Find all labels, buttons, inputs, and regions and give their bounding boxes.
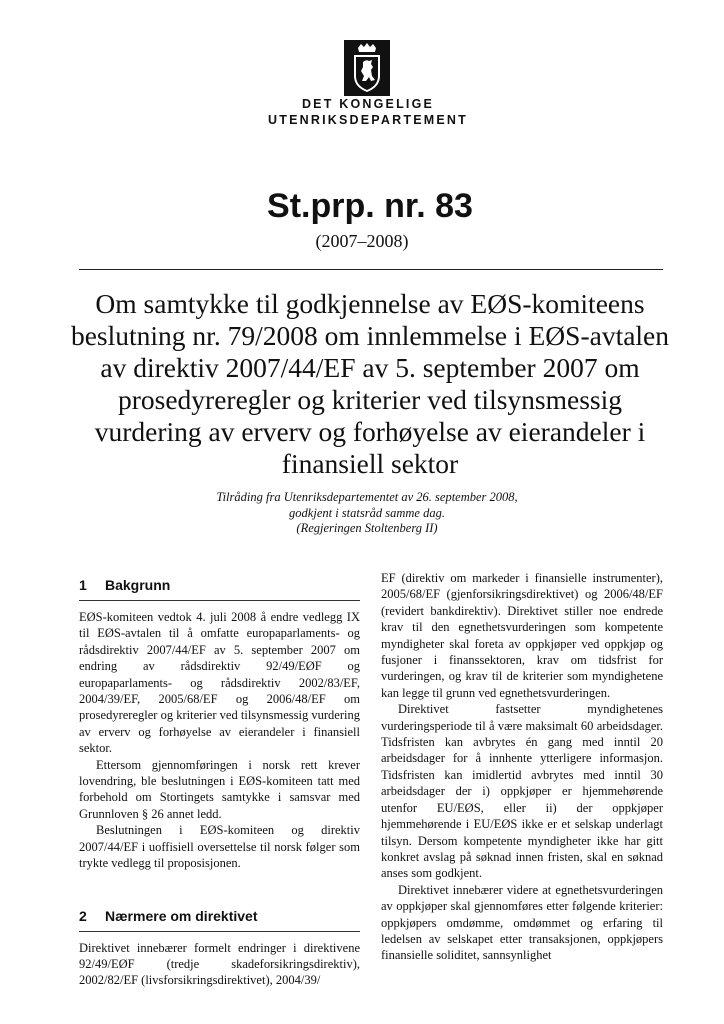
paragraph: Beslutningen i EØS-komiteen og direktiv 2007/44/EF i uoffisiell oversettelse til norsk følger som trykte vedlegg til proposisjonen.	[79, 823, 360, 871]
coat-of-arms-icon	[344, 40, 390, 96]
paragraph: Direktivet fastsetter myndighetenes vurderingsperiode til å være maksimalt 60 arbeidsdager. Tidsfristen kan avbrytes én gang med inntil 20 arbeidsdager for å innhente ytterligere informasjon. Tidsfristen kan imidlertid avbrytes med inntil 30 arbeidsdager der i) oppkjøper er hjemmehørende utenfor EU/EØS, eller ii) der oppkjøper hjemmehørende i EU/EØS ikke er et selskap underlagt tilsyn. Dersom kompetente myndigheter ikke har gitt konkret avslag på søknad innen fristen, skal en søknad anses som godkjent.	[381, 702, 663, 881]
approval-line-1: Tilråding fra Utenriksdepartementet av 26. september 2008,	[216, 490, 518, 504]
ministry-name	[0, 96, 724, 128]
paragraph: Direktivet innebærer videre at egnethetsvurderingen av oppkjøper skal gjennomføres etter følgende kriterier: oppkjøpers omdømme, omdømmet og erfaring til ledelsen av selskapet etter transaksjonen, oppkjøpers finansielle soliditet, sannsynlighet	[381, 882, 663, 963]
section-number: 1	[79, 577, 87, 593]
left-column	[79, 576, 360, 989]
approval-line-2: godkjent i statsråd samme dag.	[289, 505, 445, 520]
approval-line-3: (Regjeringen Stoltenberg II)	[296, 521, 438, 535]
approval-note	[0, 490, 724, 537]
session-year: (2007–2008)	[315, 231, 409, 251]
section-heading-bakgrunn	[79, 576, 360, 601]
title-divider	[79, 269, 663, 270]
right-column	[381, 570, 663, 964]
section-title: Bakgrunn	[105, 577, 171, 593]
document-number: St.prp. nr. 83	[267, 187, 473, 225]
ministry-line-2: UTENRIKSDEPARTEMENT	[268, 113, 468, 127]
section-number: 2	[79, 907, 87, 924]
paragraph: EØS-komiteen vedtok 4. juli 2008 å endre vedlegg IX til EØS-avtalen til å omfatte europaparlaments- og rådsdirektiv 2007/44/EF av 5. september 2007 om endring av rådsdirektiv 92/49/EØF og europaparlaments- og rådsdirektiv 2002/83/EF, 2004/39/EF, 2005/68/EF og 2006/48/EF om prosedyreregler og kriterier ved tilsynsmessig vurdering av erverv og forhøyelse av eierandeler i finansiell sektor.	[79, 610, 360, 756]
section-title: Nærmere om direktivet	[105, 907, 258, 924]
proposition-title: Om samtykke til godkjennelse av EØS-komiteens beslutning nr. 79/2008 om innlemmelse i EØS-avtalen av direktiv 2007/44/EF av 5. september 2007 om prosedyreregler og kriterier ved tilsynsmessig vurdering av erverv og forhøyelse av eierandeler i finansiell sektor	[70, 288, 670, 479]
section-heading-direktivet	[79, 907, 360, 932]
paragraph: Direktivet innebærer formelt endringer i direktivene 92/49/EØF (tredje skadeforsikringsdirektiv), 2002/82/EF (livsforsikringsdirektivet), 2004/39/	[79, 940, 360, 988]
ministry-line-1: DET KONGELIGE	[301, 97, 435, 111]
paragraph: EF (direktiv om markeder i finansielle instrumenter), 2005/68/EF (gjenforsikringsdirektivet) og 2006/48/EF (revidert bankdirektiv). Direktivet stiller noe endrede krav til den egnethetsvurderingen som kompetente myndigheter skal foreta av oppkjøper ved oppkjøp og fusjoner i finanssektoren, krav om tidsfrist for vurderingen, og krav til de kriterier som myndighetene kan legge til grunn ved egnethetsvurderingen.	[381, 571, 663, 700]
paragraph: Ettersom gjennomføringen i norsk rett krever lovendring, ble beslutningen i EØS-komiteen tatt med forbehold om Stortingets samtykke i samsvar med Grunnloven § 26 annet ledd.	[79, 757, 360, 821]
